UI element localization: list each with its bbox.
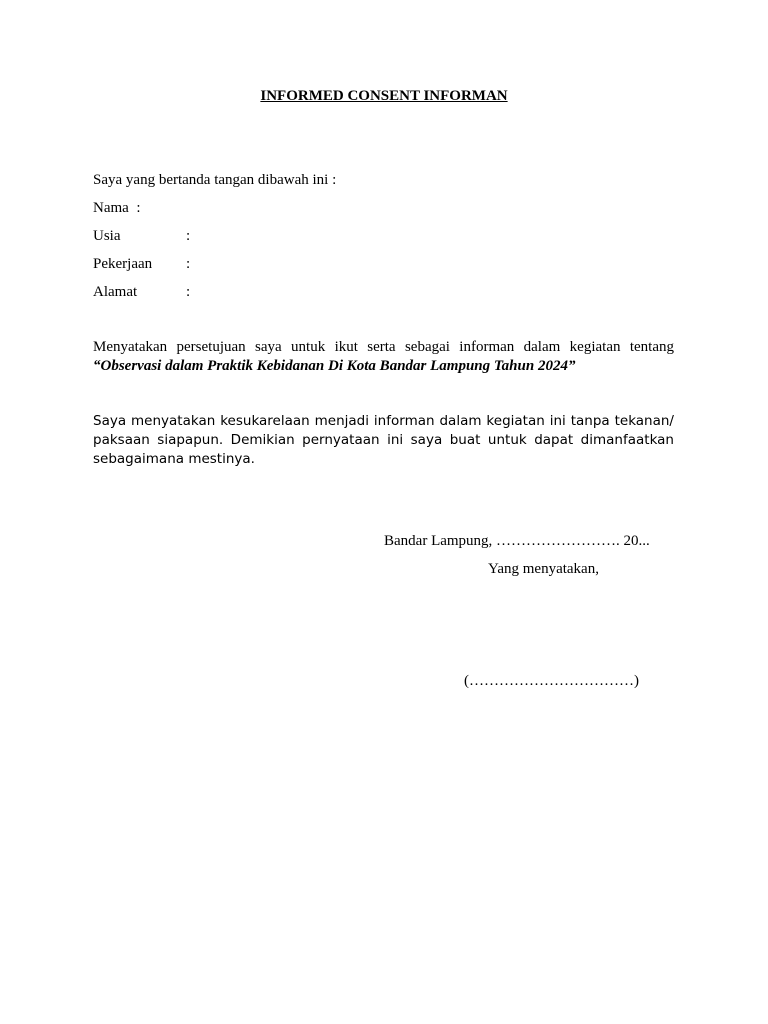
field-label-usia: Usia [93,228,121,244]
field-label-pekerjaan: Pekerjaan [93,256,153,272]
field-label-alamat: Alamat [93,284,138,300]
intro-text: Saya yang bertanda tangan dibawah ini : [93,172,337,188]
statement-paragraph [93,338,674,376]
signer-label: Yang menyatakan, [488,561,599,577]
place-date: Bandar Lampung, ……………………. 20... [384,533,650,549]
signature-line: (……………………………) [464,673,639,689]
field-colon-alamat: : [186,284,191,300]
field-nama [93,200,141,217]
field-colon-pekerjaan: : [186,256,191,272]
field-colon-nama: : [136,200,141,216]
statement-text: Menyatakan persetujuan saya untuk ikut serta sebagai informan dalam kegiatan tentang [93,339,674,355]
field-label-nama: Nama [93,200,129,216]
field-colon-usia: : [186,228,191,244]
voluntary-paragraph: Saya menyatakan kesukarelaan menjadi informan dalam kegiatan ini tanpa tekanan/ paksaan siapapun. Demikian pernyataan ini saya buat untuk dapat dimanfaatkan sebagaimana mestinya. [93,413,674,467]
statement-title: “Observasi dalam Praktik Kebidanan Di Kota Bandar Lampung Tahun 2024” [93,358,576,374]
document-title: INFORMED CONSENT INFORMAN [260,88,508,104]
